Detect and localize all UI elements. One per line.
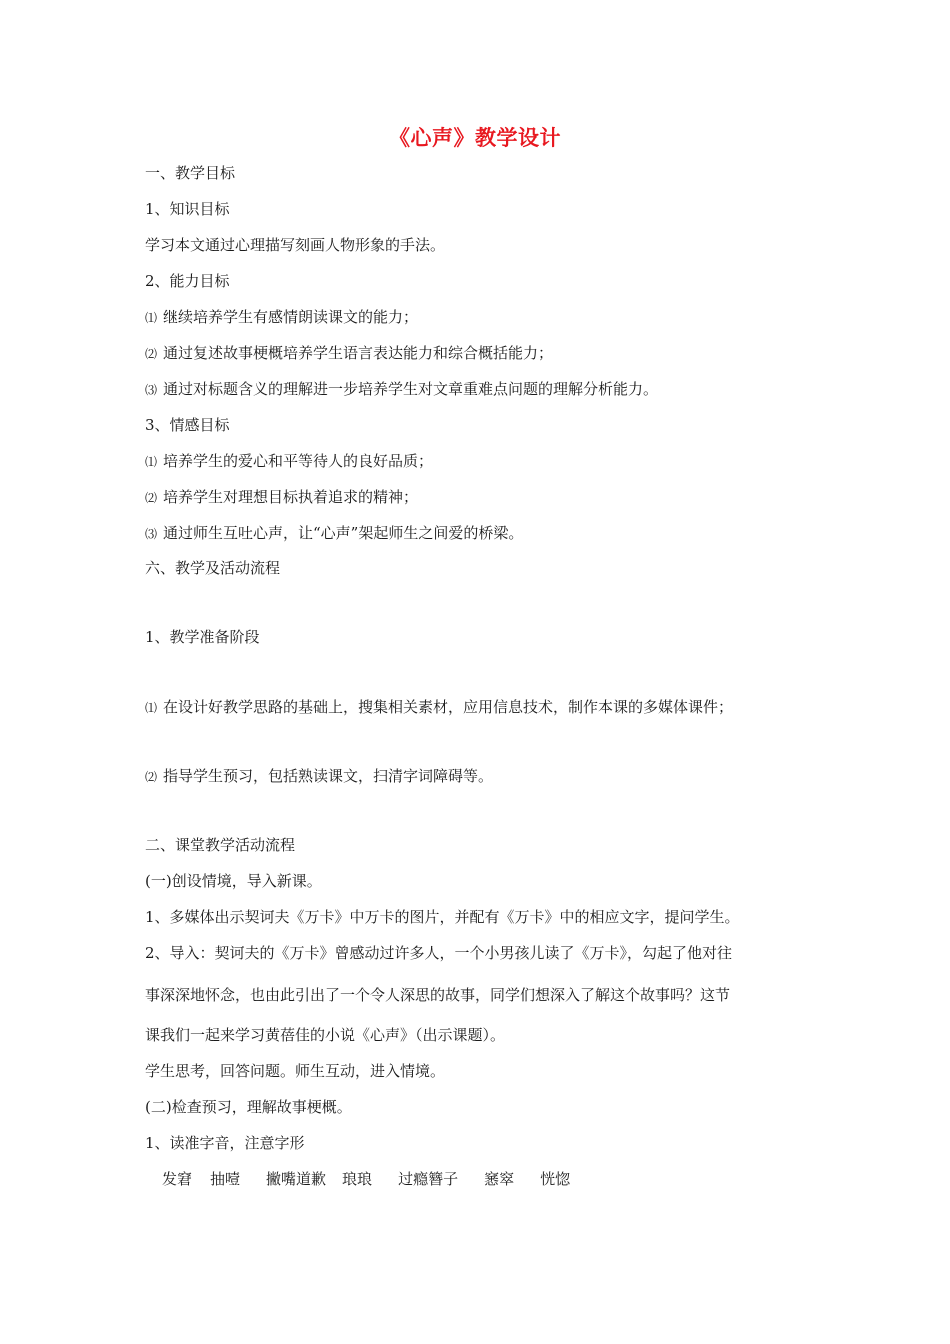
subsection-heading: (一)创设情境，导入新课。 — [145, 872, 322, 890]
list-item — [145, 697, 733, 718]
list-item-text: 通过对标题含义的理解进一步培养学生对文章重难点问题的理解分析能力。 — [163, 380, 659, 398]
section-heading: 一、教学目标 — [145, 164, 236, 182]
list-item — [145, 523, 523, 544]
vocabulary-list — [162, 1169, 588, 1189]
list-item — [145, 451, 433, 472]
vocabulary-word: 琅琅 — [342, 1170, 373, 1188]
list-item-number: ⑶ — [145, 383, 158, 397]
subsection-heading: 3、情感目标 — [145, 416, 230, 434]
section-heading: 二、课堂教学活动流程 — [145, 836, 296, 854]
paragraph: 学习本文通过心理描写刻画人物形象的手法。 — [145, 236, 446, 254]
vocabulary-word: 抽噎 — [210, 1170, 241, 1188]
list-item-text: 通过复述故事梗概培养学生语言表达能力和综合概括能力； — [163, 344, 554, 362]
paragraph: 2、导入：契诃夫的《万卡》曾感动过许多人，一个小男孩儿读了《万卡》，勾起了他对往 — [145, 944, 733, 962]
list-item-number: ⑶ — [145, 527, 158, 541]
list-item-text: 培养学生的爱心和平等待人的良好品质； — [163, 452, 434, 470]
list-item-text: 在设计好教学思路的基础上，搜集相关素材，应用信息技术，制作本课的多媒体课件； — [163, 698, 734, 716]
vocabulary-word: 恍惚 — [540, 1170, 571, 1188]
vocabulary-word: 发窘 — [162, 1170, 193, 1188]
paragraph: 1、读准字音，注意字形 — [145, 1134, 305, 1152]
paragraph: 事深深地怀念，也由此引出了一个令人深思的故事，同学们想深入了解这个故事吗？这节 — [145, 986, 731, 1004]
list-item-text: 通过师生互吐心声，让“心声”架起师生之间爱的桥梁。 — [163, 524, 524, 542]
section-heading: 六、教学及活动流程 — [145, 559, 281, 577]
paragraph: 学生思考，回答问题。师生互动，进入情境。 — [145, 1062, 446, 1080]
paragraph: 课我们一起来学习黄蓓佳的小说《心声》（出示课题）。 — [145, 1026, 506, 1044]
subsection-heading: 2、能力目标 — [145, 272, 230, 290]
list-item-number: ⑵ — [145, 347, 158, 361]
list-item — [145, 487, 418, 508]
list-item-text: 指导学生预习，包括熟读课文，扫清字词障碍等。 — [163, 767, 494, 785]
vocabulary-word: 窸窣 — [484, 1170, 515, 1188]
list-item-number: ⑴ — [145, 701, 158, 715]
list-item — [145, 766, 493, 787]
list-item-number: ⑴ — [145, 455, 158, 469]
list-item — [145, 307, 418, 328]
subsection-heading: (二)检查预习，理解故事梗概。 — [145, 1098, 352, 1116]
list-item — [145, 343, 553, 364]
list-item — [145, 379, 658, 400]
list-item-number: ⑵ — [145, 491, 158, 505]
paragraph: 1、多媒体出示契诃夫《万卡》中万卡的图片，并配有《万卡》中的相应文字，提问学生。 — [145, 908, 740, 926]
list-item-text: 继续培养学生有感情朗读课文的能力； — [163, 308, 419, 326]
list-item-text: 培养学生对理想目标执着追求的精神； — [163, 488, 419, 506]
list-item-number: ⑴ — [145, 311, 158, 325]
subsection-heading: 1、知识目标 — [145, 200, 230, 218]
vocabulary-word: 撇嘴道歉 — [266, 1170, 327, 1188]
list-item-number: ⑵ — [145, 770, 158, 784]
document-title: 《心声》教学设计 — [389, 126, 561, 150]
subsection-heading: 1、教学准备阶段 — [145, 628, 260, 646]
vocabulary-word: 过瘾簪子 — [398, 1170, 459, 1188]
